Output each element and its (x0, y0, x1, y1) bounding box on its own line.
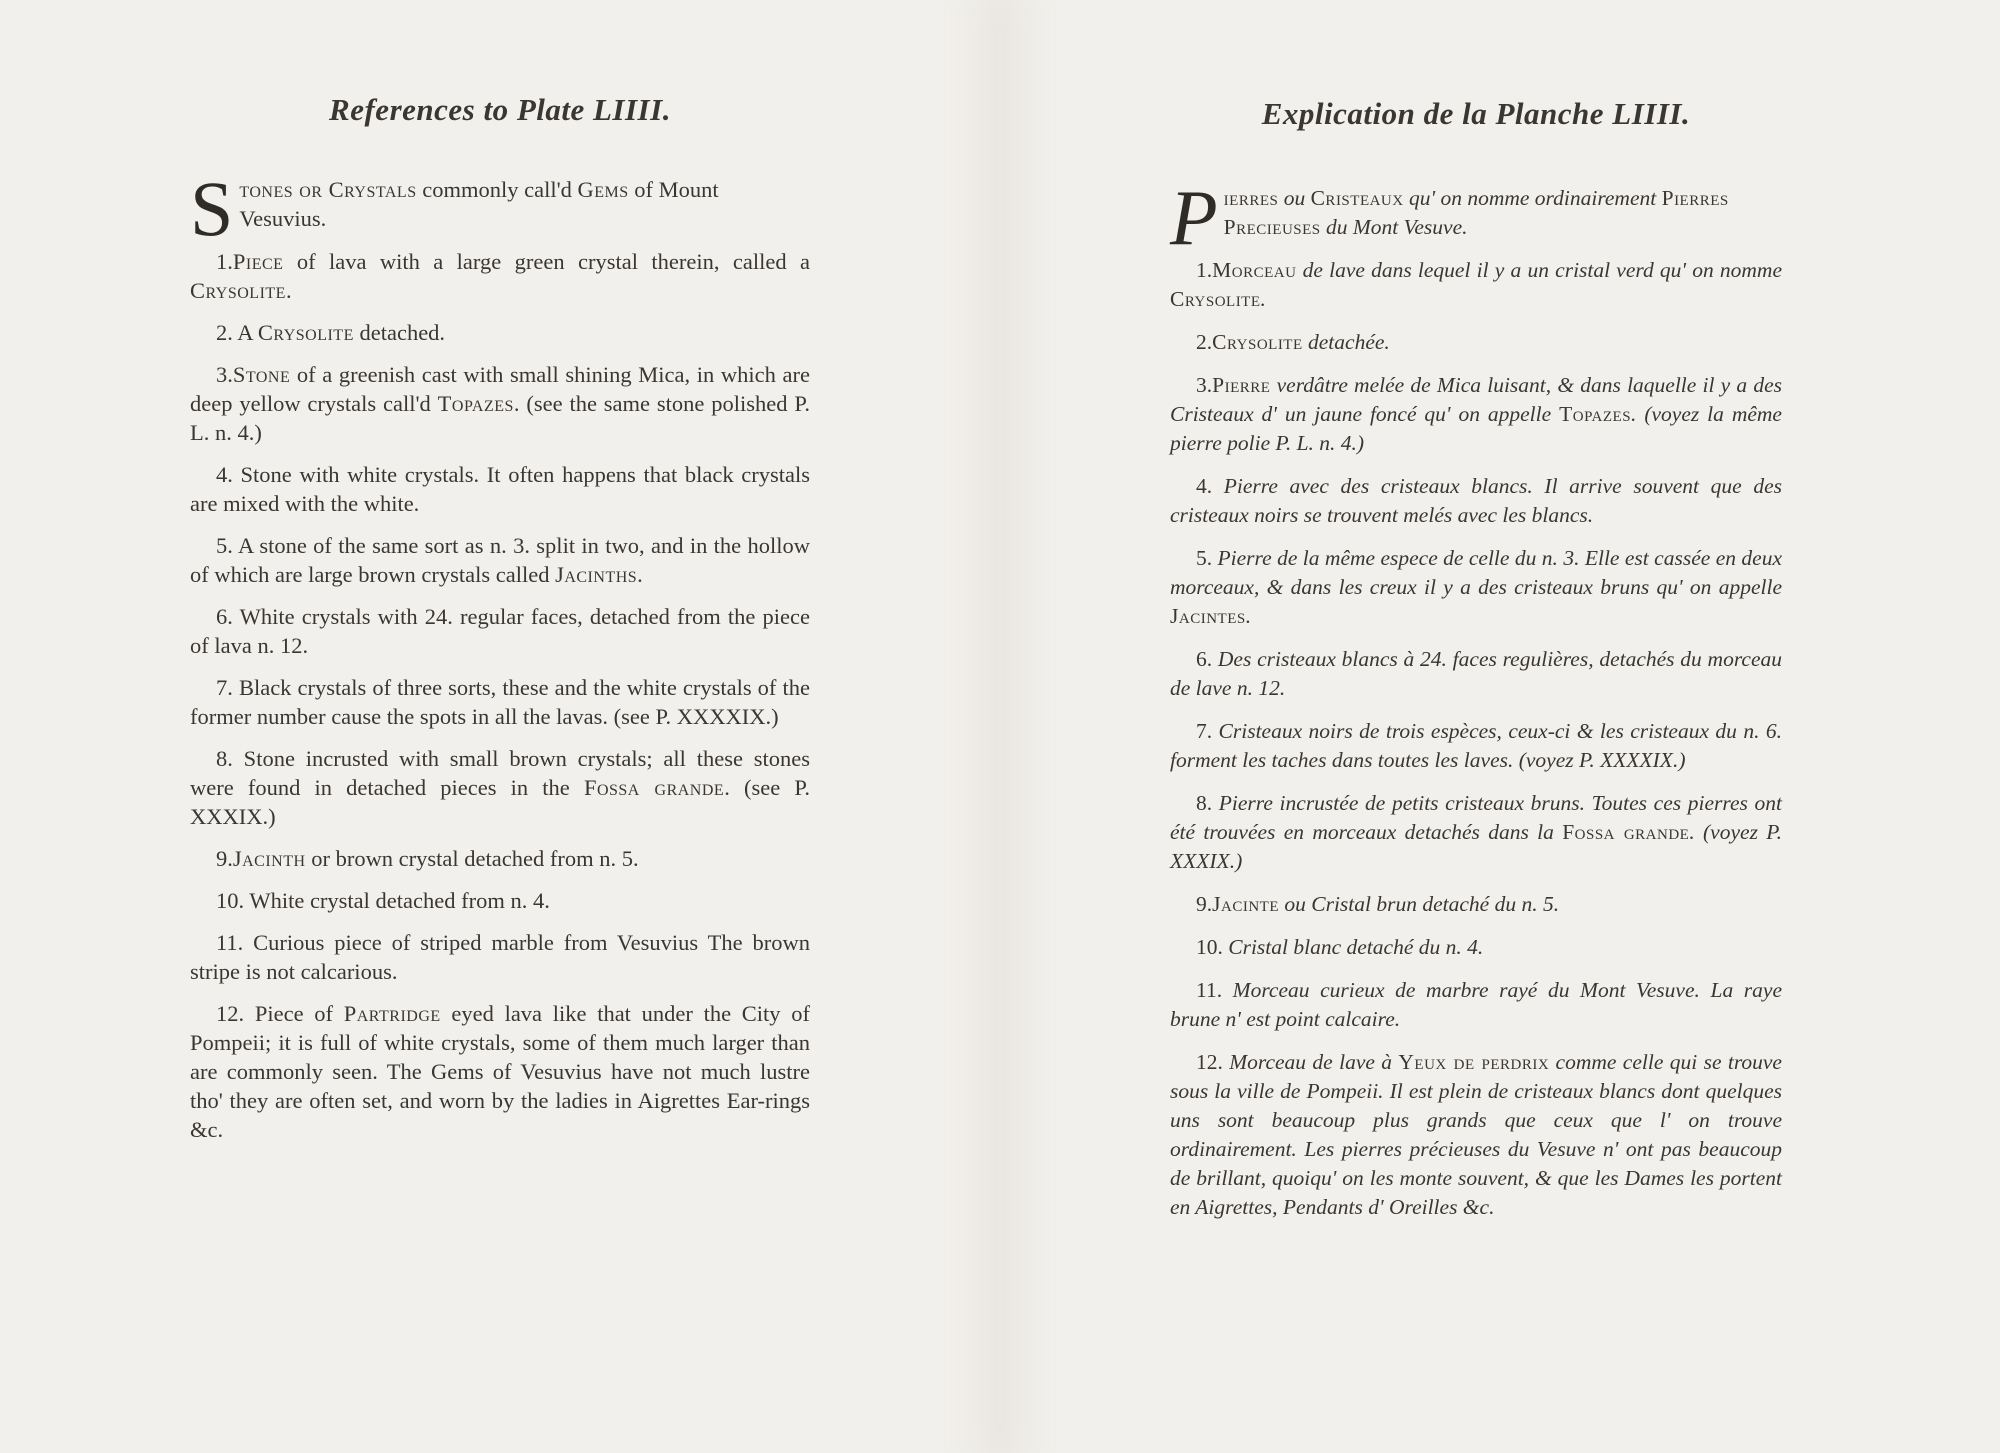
entry-end: . (285, 278, 292, 303)
entry-text: Stone with white crystals. It often happens that black crystals are mixed with the white. (190, 462, 810, 516)
left-intro-rest: commonly call'd (416, 177, 578, 202)
entry-end: . (637, 562, 643, 587)
entry-text: Morceau de lave à (1222, 1050, 1399, 1074)
entry-text: A stone of the same sort as n. 3. split in two, and in the hollow of which are large brown crystals called (190, 533, 810, 587)
right-intro-tail: du Mont Vesuve. (1320, 215, 1468, 239)
entry-text: of lava with a large green crystal therein, called a (283, 249, 810, 274)
entry-text: Curious piece of striped marble from Vesuvius The brown stripe is not calcarious. (190, 930, 810, 984)
entry-end: . (voyez la même pierre polie P. L. n. 4.) (1170, 402, 1782, 455)
right-entry (1170, 1048, 1782, 1222)
entry-term: Crysolite (1170, 287, 1261, 311)
entry-text: de lave dans lequel il y a un cristal verd qu' on nomme (1296, 258, 1782, 282)
entry-term: Jacinths (555, 562, 638, 587)
entry-number: 9. (1196, 892, 1213, 916)
entry-lead: Jacinte (1212, 892, 1279, 916)
left-entry (190, 673, 810, 731)
entry-term: Yeux de perdrix (1398, 1050, 1550, 1074)
right-entry (1170, 371, 1782, 458)
entry-end: . (voyez P. XXXIX.) (1170, 820, 1782, 873)
left-page-body (190, 165, 810, 1144)
entry-term: Topazes (1559, 402, 1632, 426)
right-intro-mid: qu' on nomme ordinairement (1403, 186, 1662, 210)
entry-number: 2. (216, 320, 233, 345)
entry-text: Black crystals of three sorts, these and the white crystals of the former number cause the spots in all the lavas. (see P. XXXXIX.) (190, 675, 810, 729)
entry-number: 1. (1196, 258, 1213, 282)
entry-term: Partridge (343, 1001, 441, 1026)
entry-number: 6. (1196, 647, 1213, 671)
entry-number: 12. (1196, 1050, 1223, 1074)
right-entry (1170, 933, 1782, 962)
entry-lead: Crysolite (1212, 330, 1303, 354)
entry-text: or brown crystal detached from n. 5. (305, 846, 639, 871)
entry-text: White crystal detached from n. 4. (244, 888, 550, 913)
right-entry (1170, 544, 1782, 631)
entry-number: 5. (216, 533, 233, 558)
entry-term: Fossa grande (583, 775, 725, 800)
entry-text: Des cristeaux blancs à 24. faces regulières, detachés du morceau de lave n. 12. (1170, 647, 1782, 700)
right-entry (1170, 717, 1782, 775)
left-entry (190, 360, 810, 447)
right-entry (1170, 472, 1782, 530)
entry-text: Piece of (244, 1001, 344, 1026)
right-entry (1170, 328, 1782, 357)
left-intro (190, 165, 810, 252)
entry-text: detachée. (1302, 330, 1390, 354)
right-entry (1170, 976, 1782, 1034)
left-intro-lead: tones or Crystals (239, 177, 417, 202)
right-entry (1170, 645, 1782, 703)
left-entry (190, 247, 810, 305)
entry-number: 7. (216, 675, 233, 700)
entry-end: . (1245, 604, 1252, 628)
entry-text: A (232, 320, 258, 345)
entry-end: . (1260, 287, 1266, 311)
entry-number: 11. (216, 930, 244, 955)
entry-lead: Jacinth (232, 846, 306, 871)
left-page-title: References to Plate LIIII. (329, 92, 671, 127)
entry-number: 3. (216, 362, 233, 387)
entry-lead: Stone (232, 362, 291, 387)
entry-text: verdâtre melée de Mica luisant, & dans laquelle il y a des Cristeaux d' un jaune foncé qu' on appelle (1170, 373, 1782, 426)
right-intro (1170, 174, 1782, 261)
entry-text: White crystals with 24. regular faces, detached from the piece of lava n. 12. (190, 604, 810, 658)
entry-term: Crysolite (257, 320, 354, 345)
entry-number: 1. (216, 249, 233, 274)
entry-text: of a greenish cast with small shining Mica, in which are deep yellow crystals call'd (190, 362, 810, 416)
entry-number: 3. (1196, 373, 1213, 397)
entry-text: Stone incrusted with small brown crystals; all these stones were found in detached pieces in the (190, 746, 810, 800)
left-entry (190, 531, 810, 589)
entry-number: 4. (1196, 474, 1213, 498)
right-page (1170, 0, 1782, 1236)
right-entry (1170, 789, 1782, 876)
entry-end: eyed lava like that under the City of Pompeii; it is full of white crystals, some of them much larger than are commonly seen. The Gems of Vesuvius have not much lustre tho' they are often set, and worn by the ladies in Aigrettes Ear-rings &c. (190, 1001, 810, 1142)
entry-end: . (see the same stone polished P. L. n. 4.) (190, 391, 810, 445)
entry-term: Jacintes (1170, 604, 1246, 628)
left-entry (190, 460, 810, 518)
entry-number: 12. (216, 1001, 245, 1026)
entry-number: 10. (1196, 935, 1223, 959)
left-entry (190, 744, 810, 831)
entry-text: Morceau curieux de marbre rayé du Mont Vesuve. La raye brune n' est point calcaire. (1170, 978, 1782, 1031)
entry-number: 8. (216, 746, 233, 771)
entry-number: 10. (216, 888, 245, 913)
left-intro-tail: of Mount Vesuvius. (239, 177, 719, 231)
left-intro-gems: Gems (577, 177, 629, 202)
entry-number: 7. (1196, 719, 1213, 743)
entry-number: 5. (1196, 546, 1213, 570)
entry-text: Cristal blanc detaché du n. 4. (1222, 935, 1484, 959)
left-entry (190, 886, 810, 915)
entry-end: detached. (353, 320, 446, 345)
left-entry (190, 602, 810, 660)
entry-term: Topazes (437, 391, 514, 416)
entry-lead: Piece (232, 249, 284, 274)
entry-number: 4. (216, 462, 233, 487)
right-intro-lead: ierres (1223, 186, 1279, 210)
entry-text: Pierre avec des cristeaux blancs. Il arrive souvent que des cristeaux noirs se trouvent melés avec les blancs. (1170, 474, 1782, 527)
entry-end: . (see P. XXXIX.) (190, 775, 810, 829)
entry-term: Fossa grande (1562, 820, 1690, 844)
entry-number: 6. (216, 604, 233, 629)
entry-lead: Morceau (1212, 258, 1297, 282)
entry-lead: Pierre (1212, 373, 1271, 397)
left-entry (190, 318, 810, 347)
left-dropcap: S (190, 165, 234, 252)
entry-end: comme celle qui se trouve sous la ville de Pompeii. Il est plein de cristeaux blancs dont quelques uns sont beaucoup plus grands que ceux que l' on trouve ordinairement. Les pierres précieuses du Vesuve n' ont pas beaucoup de brillant, quoiqu' on les monte souvent, & que les Dames les portent en Aigrettes, Pendants d' Oreilles &c. (1170, 1050, 1782, 1219)
entry-number: 8. (1196, 791, 1213, 815)
left-page (190, 0, 810, 1157)
right-entry-list (1170, 256, 1782, 1222)
right-page-title: Explication de la Planche LIIII. (1261, 96, 1691, 131)
left-entry (190, 999, 810, 1144)
right-intro-cris: Cristeaux (1310, 186, 1404, 210)
right-intro-pp: Pierres Precieuses (1223, 186, 1729, 239)
entry-text: Cristeaux noirs de trois espèces, ceux-ci & les cristeaux du n. 6. forment les taches dans toutes les laves. (voyez P. XXXXIX.) (1170, 719, 1782, 772)
right-page-body (1170, 174, 1782, 1222)
entry-text: Pierre de la même espece de celle du n. 3. Elle est cassée en deux morceaux, & dans les creux il y a des cristeaux bruns qu' on appelle (1170, 546, 1782, 599)
left-entry (190, 928, 810, 986)
right-entry (1170, 256, 1782, 314)
entry-number: 9. (216, 846, 233, 871)
entry-number: 2. (1196, 330, 1213, 354)
left-entry-list (190, 247, 810, 1144)
left-entry (190, 844, 810, 873)
entry-text: Pierre incrustée de petits cristeaux bruns. Toutes ces pierres ont été trouvées en morceaux detachés dans la (1170, 791, 1782, 844)
entry-term: Crysolite (190, 278, 286, 303)
right-entry (1170, 890, 1782, 919)
entry-text: ou Cristal brun detaché du n. 5. (1278, 892, 1560, 916)
right-dropcap: P (1170, 174, 1218, 261)
entry-number: 11. (1196, 978, 1223, 1002)
right-intro-ou: ou (1278, 186, 1311, 210)
